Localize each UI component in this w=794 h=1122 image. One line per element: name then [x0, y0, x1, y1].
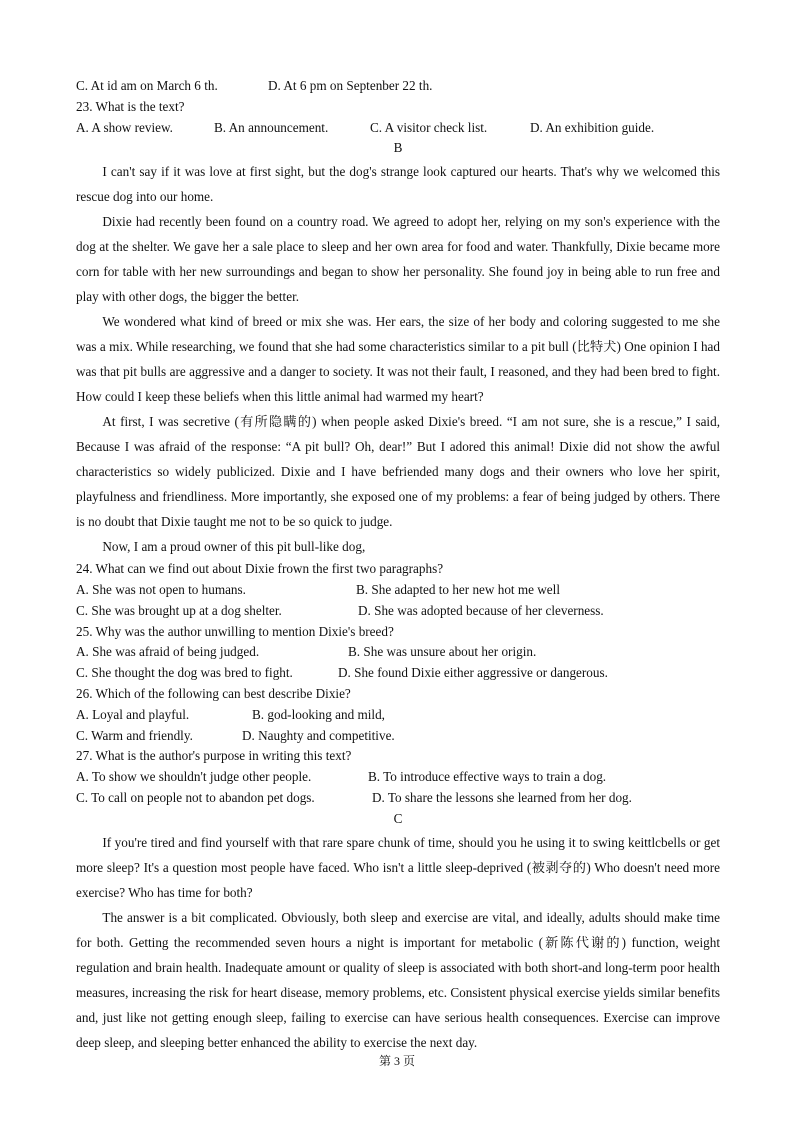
passage-b-paragraph-1: I can't say if it was love at first sight, but the dog's strange look captured our hearts. That's why we welcomed this rescue dog into our home.	[76, 164, 720, 205]
q24-options-ab	[76, 580, 720, 601]
q26-option-b: B. god-looking and mild,	[252, 706, 385, 722]
q27-options-ab	[76, 767, 720, 788]
q24-option-d: D. She was adopted because of her cleverness.	[358, 602, 604, 618]
q22-option-d: D. At 6 pm on Septenber 22 th.	[268, 78, 433, 93]
q25-option-b: B. She was unsure about her origin.	[348, 644, 537, 660]
q25-options-cd	[76, 663, 720, 684]
passage-b-paragraph-4: At first, I was secretive (有所隐瞒的) when people asked Dixie's breed. “I am not sure, she is a rescue,” I said, Because I was afraid of the response: “A pit bull? Oh, dear!” But I adored this animal! Dixie did not show the awful characteristics so widely publicized. Dixie and I have befriended many dogs and their owners who love her spirit, playfulness and friendliness. More importantly, she exposed one of my problems: a fear of being judged by others. There is no doubt that Dixie taught me not to be so quick to judge.	[76, 414, 720, 530]
q23-option-b: B. An announcement.	[214, 119, 329, 135]
section-b-heading: B	[393, 140, 403, 156]
q27-options-cd	[76, 788, 720, 809]
q26-options-ab	[76, 705, 720, 726]
q26-question: 26. Which of the following can best describe Dixie?	[76, 685, 351, 701]
passage-b-paragraph-2: Dixie had recently been found on a country road. We agreed to adopt her, relying on my son's experience with the dog at the shelter. We gave her a sale place to sleep and her own area for food and water. Thankfully, Dixie became more corn for table with her new surroundings and began to show her personality. She found joy in being able to run free and play with other dogs, the bigger the better.	[76, 214, 720, 305]
q24-options-cd	[76, 601, 720, 622]
q24-question: 24. What can we find out about Dixie frown the first two paragraphs?	[76, 561, 444, 577]
q24-option-a: A. She was not open to humans.	[76, 581, 246, 597]
q23-option-c: C. A visitor check list.	[370, 119, 488, 135]
passage-c-paragraph-1: If you're tired and find yourself with that rare spare chunk of time, should you he using it to swing keittlcbells or get more sleep? It's a question most people have faced. Who isn't a little sleep-deprived (被剥夺的) Who doesn't need more exercise? Who has time for both?	[76, 834, 720, 900]
q22-options-cd	[76, 76, 720, 97]
q25-option-d: D. She found Dixie either aggressive or dangerous.	[338, 665, 608, 681]
q23-option-d: D. An exhibition guide.	[530, 119, 655, 135]
q23-option-a: A. A show review.	[76, 119, 173, 135]
page-number: 第 3 页	[378, 1054, 415, 1068]
section-c-heading: C	[393, 810, 403, 826]
passage-b-paragraph-5: Now, I am a proud owner of this pit bull-like dog,	[102, 539, 366, 555]
q26-option-d: D. Naughty and competitive.	[242, 727, 395, 743]
page-content	[76, 76, 720, 1055]
passage-c-paragraph-2: The answer is a bit complicated. Obviously, both sleep and exercise are vital, and ideally, adults should make time for both. Getting the recommended seven hours a night is important for metabolic (新陈代谢的) function, weight regulation and brain health. Inadequate amount or quality of sleep is associated with both short-and long-term poor health measures, increasing the risk for heart disease, memory problems, etc. Consistent physical exercise yields similar benefits and, just like not getting enough sleep, failing to exercise can have serious health consequences. Exercise can improve deep sleep, and sleeping better enhanced the ability to exercise the next day.	[76, 909, 720, 1050]
q27-option-d: D. To share the lessons she learned from her dog.	[372, 789, 632, 805]
q22-option-c: C. At id am on March 6 th.	[76, 78, 218, 93]
q27-option-b: B. To introduce effective ways to train a dog.	[368, 769, 607, 785]
q26-option-a: A. Loyal and playful.	[76, 706, 190, 722]
q27-option-c: C. To call on people not to abandon pet dogs.	[76, 789, 315, 805]
q24-option-b: B. She adapted to her new hot me well	[356, 581, 560, 597]
q25-option-c: C. She thought the dog was bred to fight.	[76, 665, 293, 681]
passage-b-paragraph-3: We wondered what kind of breed or mix she was. Her ears, the size of her body and coloring suggested to me she was a mix. While researching, we found that she had some characteristics similar to a pit bull (比特犬) One opinion I had was that pit bulls are aggressive and a danger to society. It was not their fault, I reasoned, and they had been bred to fight. How could I keep these beliefs when this little animal had warmed my heart?	[76, 314, 720, 405]
q26-option-c: C. Warm and friendly.	[76, 727, 193, 743]
q27-option-a: A. To show we shouldn't judge other people.	[76, 769, 312, 785]
q25-option-a: A. She was afraid of being judged.	[76, 644, 260, 660]
q25-options-ab	[76, 642, 720, 663]
q25-question: 25. Why was the author unwilling to mention Dixie's breed?	[76, 623, 394, 639]
q23-options	[76, 118, 720, 139]
q26-options-cd	[76, 726, 720, 747]
q23-question: 23. What is the text?	[76, 98, 185, 114]
q24-option-c: C. She was brought up at a dog shelter.	[76, 602, 282, 618]
q27-question: 27. What is the author's purpose in writing this text?	[76, 748, 352, 764]
